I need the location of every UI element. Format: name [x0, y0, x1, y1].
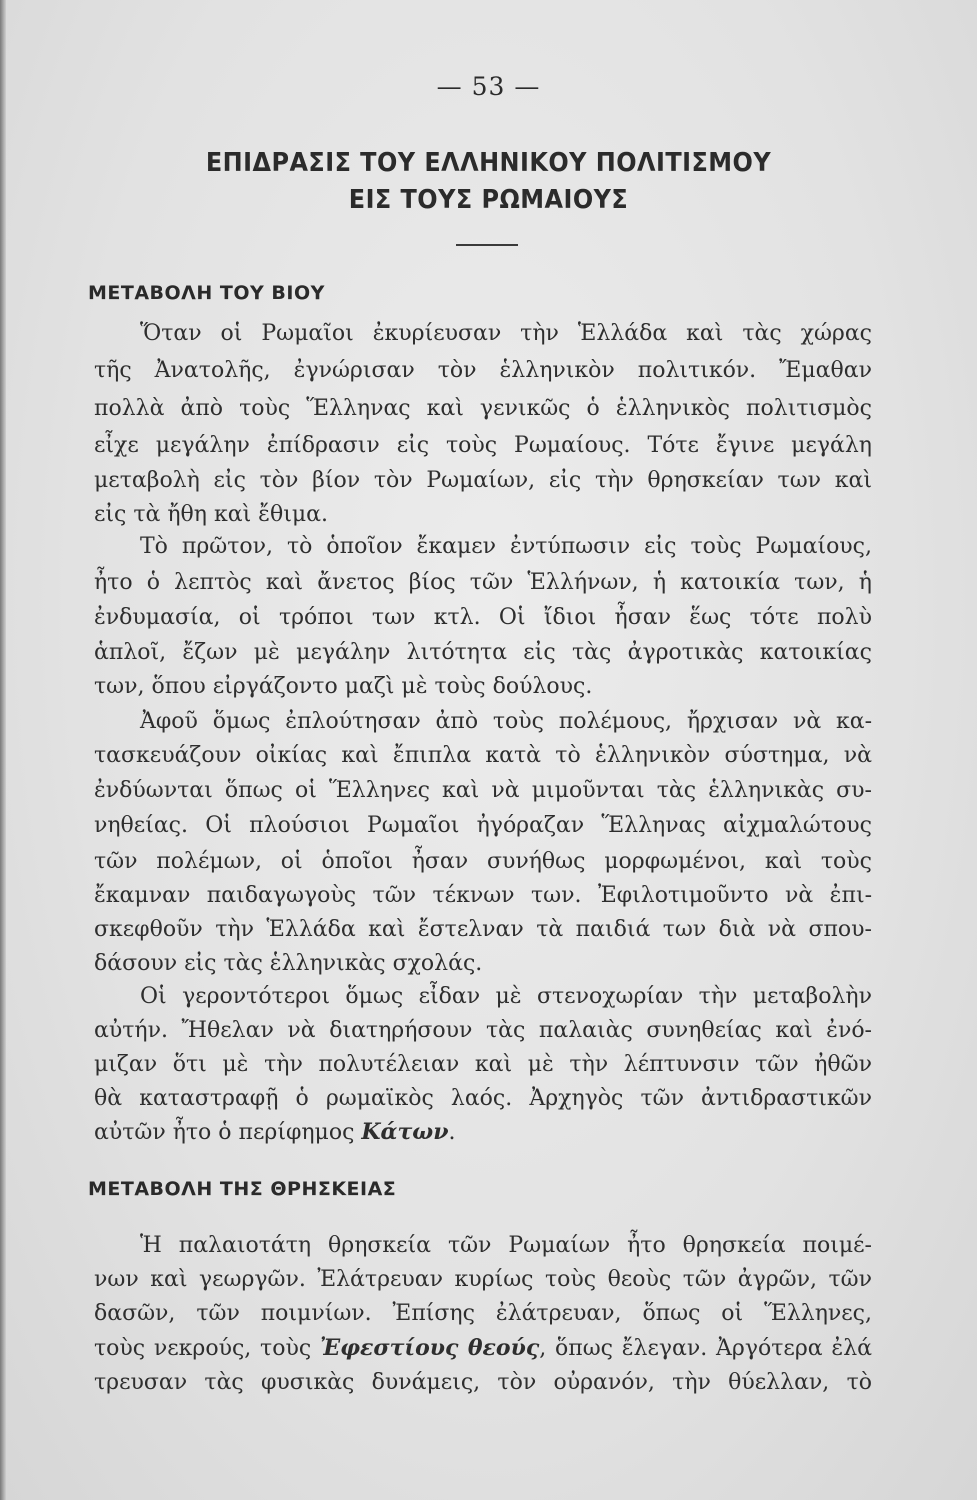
- paragraph-line: αὐτήν. Ἤθελαν νὰ διατηρήσουν τὰς παλαιὰς συνηθείας καὶ ἐνό-: [94, 1018, 872, 1043]
- paragraph-line: Ὅταν οἱ Ρωμαῖοι ἐκυρίευσαν τὴν Ἑλλάδα καὶ τὰς χώρας: [140, 321, 872, 346]
- paragraph-line: δασῶν, τῶν ποιμνίων. Ἐπίσης ἐλάτρευαν, ὅπως οἱ Ἕλληνες,: [94, 1301, 872, 1326]
- page-number: — 53 —: [436, 72, 541, 101]
- paragraph-line: πολλὰ ἀπὸ τοὺς Ἕλληνας καὶ γενικῶς ὁ ἑλληνικὸς πολιτισμὸς: [94, 396, 872, 421]
- paragraph-line: θὰ καταστραφῇ ὁ ρωμαϊκὸς λαός. Ἀρχηγὸς τῶν ἀντιδραστικῶν: [94, 1086, 872, 1111]
- section-heading-religion: ΜΕΤΑΒΟΛΗ ΤΗΣ ΘΡΗΣΚΕΙΑΣ: [88, 1178, 397, 1200]
- paragraph-line: [94, 1121, 872, 1144]
- line-text: , ὅπως ἔλεγαν. Ἀργότερα ἐλά: [539, 1336, 872, 1361]
- paragraph-line: τρευσαν τὰς φυσικὰς δυνάμεις, τὸν οὐρανόν, τὴν θύελλαν, τὸ: [94, 1370, 872, 1395]
- paragraph-line: [94, 1337, 872, 1360]
- paragraph-line: δάσουν εἰς τὰς ἑλληνικὰς σχολάς.: [94, 951, 483, 976]
- paragraph-line: εἶχε μεγάλην ἐπίδρασιν εἰς τοὺς Ρωμαίους. Τότε ἔγινε μεγάλη: [94, 433, 872, 458]
- italic-term: Ἐφεστίους θεούς: [319, 1335, 540, 1361]
- paragraph-line: τασκευάζουν οἰκίας καὶ ἔπιπλα κατὰ τὸ ἑλληνικὸν σύστημα, νὰ: [94, 743, 872, 768]
- section-heading-life: ΜΕΤΑΒΟΛΗ ΤΟΥ ΒΙΟΥ: [88, 282, 325, 304]
- paragraph-line: ἐνδύωνται ὅπως οἱ Ἕλληνες καὶ νὰ μιμοῦνται τὰς ἑλληνικὰς συ-: [94, 778, 872, 803]
- paragraph-line: ἔκαμναν παιδαγωγοὺς τῶν τέκνων των. Ἐφιλοτιμοῦντο νὰ ἐπι-: [94, 883, 872, 908]
- paragraph-line: μεταβολὴ εἰς τὸν βίον τὸν Ρωμαίων, εἰς τὴν θρησκείαν των καὶ: [94, 468, 872, 493]
- chapter-title-line-2: ΕΙΣ ΤΟΥΣ ΡΩΜΑΙΟΥΣ: [348, 185, 629, 215]
- paragraph-line: τῆς Ἀνατολῆς, ἐγνώρισαν τὸν ἑλληνικὸν πολιτικόν. Ἔμαθαν: [94, 358, 872, 383]
- paragraph-line: ἐνδυμασία, οἱ τρόποι των κτλ. Οἱ ἴδιοι ἦσαν ἕως τότε πολὺ: [94, 605, 872, 630]
- paragraph-line: των, ὅπου εἰργάζοντο μαζὶ μὲ τοὺς δούλους.: [94, 674, 593, 699]
- line-text: αὐτῶν ἦτο ὁ περίφημος: [94, 1120, 362, 1145]
- paragraph-line: νων καὶ γεωργῶν. Ἐλάτρευαν κυρίως τοὺς θεοὺς τῶν ἀγρῶν, τῶν: [94, 1267, 872, 1292]
- name-kato: Κάτων: [361, 1119, 449, 1145]
- paragraph-line: σκεφθοῦν τὴν Ἑλλάδα καὶ ἔστελναν τὰ παιδιά των διὰ νὰ σπου-: [94, 917, 872, 942]
- line-text: τοὺς νεκρούς, τοὺς: [94, 1336, 320, 1361]
- chapter-title-line-1: ΕΠΙΔΡΑΣΙΣ ΤΟΥ ΕΛΛΗΝΙΚΟΥ ΠΟΛΙΤΙΣΜΟΥ: [205, 148, 772, 178]
- line-text: .: [448, 1120, 456, 1145]
- page-binding-edge: [0, 0, 6, 1500]
- paragraph-line: μιζαν ὅτι μὲ τὴν πολυτέλειαν καὶ μὲ τὴν λέπτυνσιν τῶν ἠθῶν: [94, 1052, 872, 1077]
- paragraph-line: ἦτο ὁ λεπτὸς καὶ ἄνετος βίος τῶν Ἑλλήνων, ἡ κατοικία των, ἡ: [94, 570, 872, 595]
- paragraph-line: Ἡ παλαιοτάτη θρησκεία τῶν Ρωμαίων ἦτο θρησκεία ποιμέ-: [140, 1233, 872, 1258]
- paragraph-line: νηθείας. Οἱ πλούσιοι Ρωμαῖοι ἠγόραζαν Ἕλληνας αἰχμαλώτους: [94, 813, 872, 838]
- paragraph-line: Τὸ πρῶτον, τὸ ὁποῖον ἔκαμεν ἐντύπωσιν εἰς τοὺς Ρωμαίους,: [140, 534, 872, 559]
- paragraph-line: ἁπλοῖ, ἔζων μὲ μεγάλην λιτότητα εἰς τὰς ἀγροτικὰς κατοικίας: [94, 640, 872, 665]
- paragraph-line: Οἱ γεροντότεροι ὅμως εἶδαν μὲ στενοχωρίαν τὴν μεταβολὴν: [140, 984, 872, 1009]
- paragraph-line: Ἀφοῦ ὅμως ἐπλούτησαν ἀπὸ τοὺς πολέμους, ἤρχισαν νὰ κα-: [140, 709, 872, 734]
- title-divider: [456, 244, 518, 246]
- paragraph-line: τῶν πολέμων, οἱ ὁποῖοι ἦσαν συνήθως μορφωμένοι, καὶ τοὺς: [94, 849, 872, 874]
- paragraph-line: εἰς τὰ ἤθη καὶ ἔθιμα.: [94, 502, 329, 527]
